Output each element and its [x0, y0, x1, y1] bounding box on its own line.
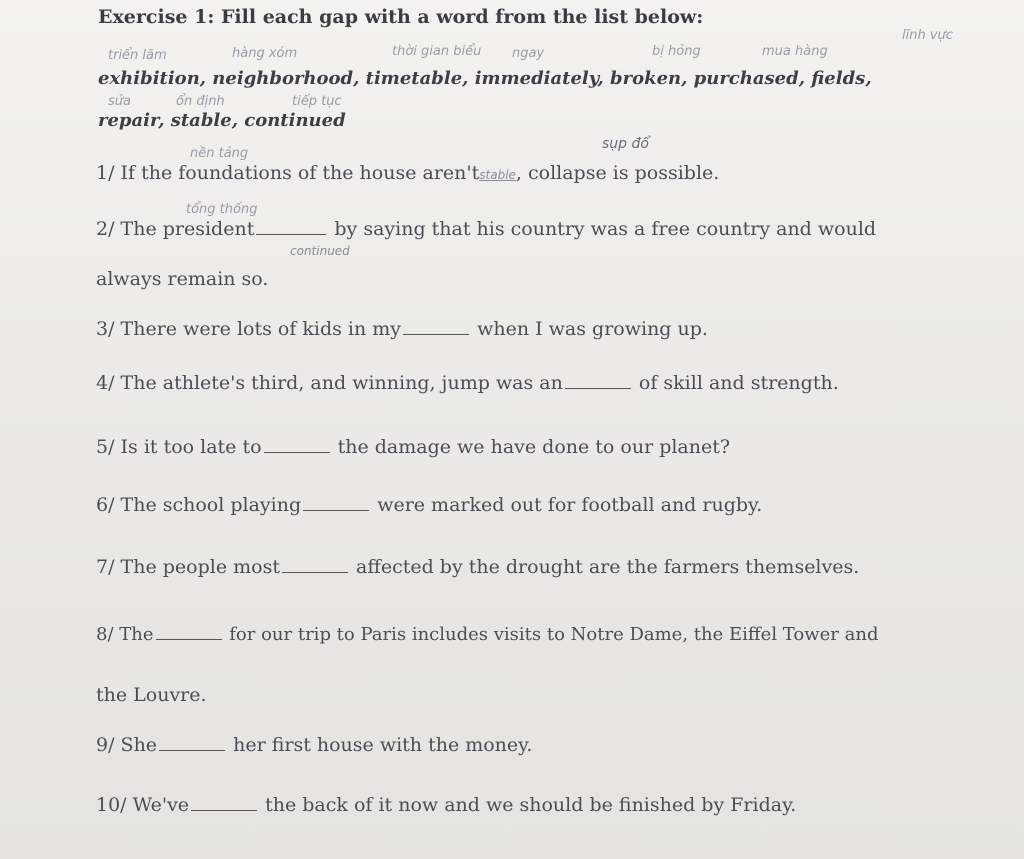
answer-blank[interactable] — [191, 796, 257, 811]
handwritten-note: triển lãm — [108, 48, 167, 63]
handwritten-note: lĩnh vực — [902, 28, 953, 43]
question-5: 5/ Is it too late to the damage we have done to our planet? — [96, 436, 731, 458]
question-2: 2/ The president by saying that his country was a free country and would — [96, 218, 877, 240]
handwritten-note: hàng xóm — [232, 46, 298, 61]
answer-blank[interactable] — [156, 625, 222, 640]
exercise-title: Exercise 1: Fill each gap with a word from the list below: — [98, 6, 704, 28]
handwritten-note: sửa — [108, 94, 131, 109]
handwritten-note: ngay — [512, 46, 545, 61]
handwritten-note: ổn định — [176, 94, 225, 109]
handwritten-note: tiếp tục — [292, 94, 342, 109]
question-9: 9/ She her first house with the money. — [96, 734, 533, 756]
handwritten-note: bị hỏng — [652, 44, 701, 59]
question-1: 1/ If the foundations of the house aren'tstable, collapse is possible. — [96, 162, 720, 184]
handwritten-note: nền tảng — [190, 146, 249, 161]
word-list-line-1: exhibition, neighborhood, timetable, immediately, broken, purchased, fields, — [98, 68, 872, 89]
answer-blank[interactable] — [403, 320, 469, 335]
question-3: 3/ There were lots of kids in my when I was growing up. — [96, 318, 708, 340]
question-2-continuation: always remain so. — [96, 268, 269, 290]
answer-blank[interactable] — [264, 438, 330, 453]
question-8: 8/ The for our trip to Paris includes visits to Notre Dame, the Eiffel Tower and — [96, 624, 879, 645]
question-10: 10/ We've the back of it now and we should be finished by Friday. — [96, 794, 797, 816]
question-6: 6/ The school playing were marked out for football and rugby. — [96, 494, 763, 516]
handwritten-answer: continued — [290, 244, 350, 258]
word-list-line-2: repair, stable, continued — [98, 110, 346, 131]
question-7: 7/ The people most affected by the drought are the farmers themselves. — [96, 556, 860, 578]
handwritten-note: thời gian biểu — [392, 44, 482, 59]
answer-blank[interactable] — [303, 496, 369, 511]
handwritten-note: tổng thống — [186, 202, 258, 217]
handwritten-note: sụp đổ — [602, 136, 649, 152]
handwritten-note: mua hàng — [762, 44, 828, 59]
question-4: 4/ The athlete's third, and winning, jump was an of skill and strength. — [96, 372, 839, 394]
question-8-continuation: the Louvre. — [96, 684, 207, 706]
answer-blank[interactable] — [565, 374, 631, 389]
answer-blank[interactable] — [256, 220, 326, 235]
handwritten-answer: stable — [479, 168, 516, 182]
answer-blank[interactable] — [282, 558, 348, 573]
answer-blank[interactable] — [159, 736, 225, 751]
